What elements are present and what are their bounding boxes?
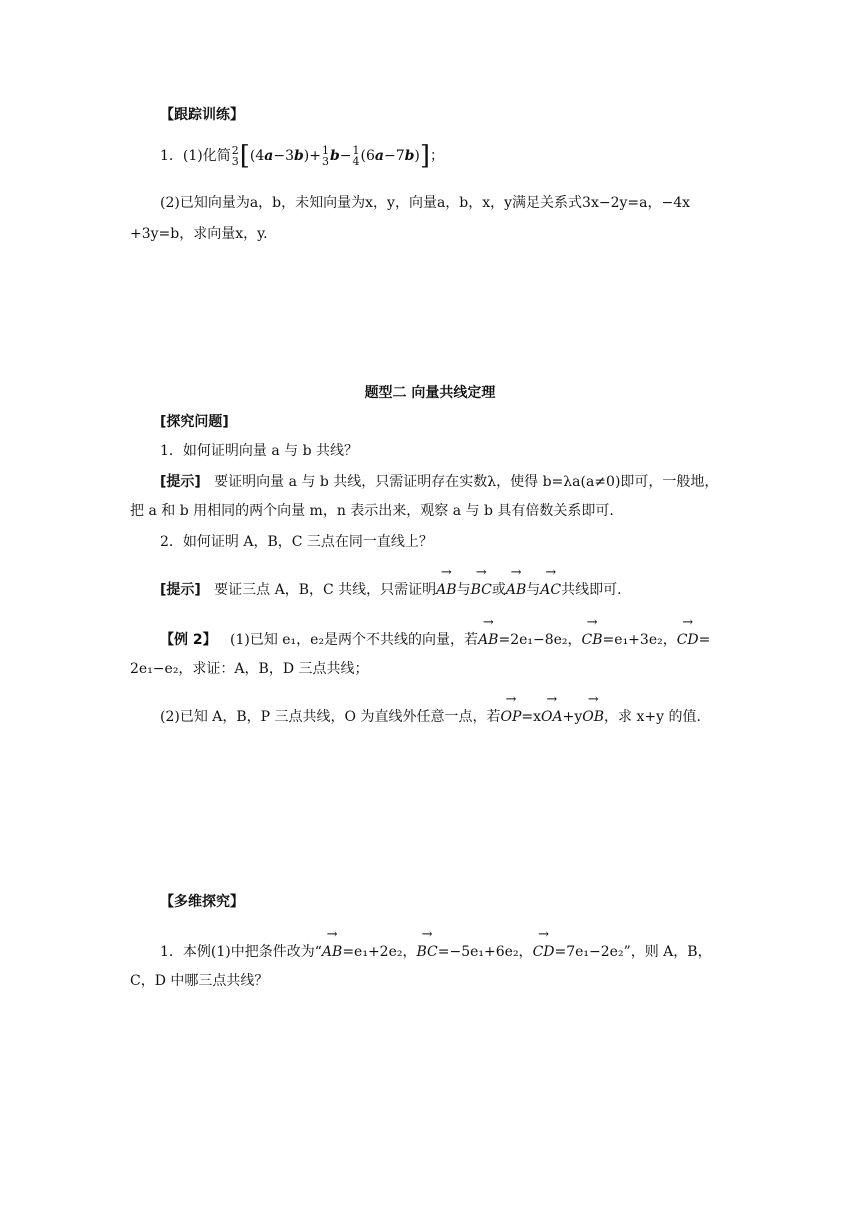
hint-label: [提示] bbox=[160, 582, 201, 598]
vector-BC: → BC bbox=[471, 581, 492, 599]
vector-CD: → CD bbox=[677, 631, 699, 649]
example-2-line-2: 2e₁−e₂，求证：A，B，D 三点共线； bbox=[130, 661, 369, 677]
q2-line-2: +3y=b，求向量x，y. bbox=[130, 226, 268, 242]
explore-question-2: 2．如何证明 A，B，C 三点在同一直线上？ bbox=[160, 534, 433, 550]
q1-simplify-line: 1．(1)化简 2 3 [(4a−3b)+ 1 3 b− 1 4 (6a−7b)]； bbox=[160, 141, 445, 171]
vector-AB: → AB bbox=[506, 581, 526, 599]
example-2-line-1: 【例 2】 (1)已知 e₁，e₂是两个不共线的向量，若→ AB=2e₁−8e₂，→ CB=e₁+3e₂，→ CD= bbox=[160, 631, 710, 649]
hint-1-line-2: 把 a 和 b 用相同的两个向量 m，n 表示出来，观察 a 与 b 具有倍数关系即可. bbox=[130, 503, 614, 519]
explore-heading: [探究问题] bbox=[160, 414, 229, 430]
fraction-one-third: 1 3 bbox=[322, 144, 329, 168]
right-bracket: ] bbox=[419, 141, 431, 171]
vector-OA: → OA bbox=[541, 708, 563, 726]
vector-BC: → BC bbox=[416, 943, 437, 961]
example-2-line-3: (2)已知 A，B，P 三点共线，O 为直线外任意一点，若→ OP=x→ OA+y→ OB，求 x+y 的值. bbox=[160, 708, 701, 726]
fraction-one-fourth: 1 4 bbox=[352, 144, 360, 168]
example-label: 【例 2】 bbox=[160, 632, 217, 648]
multi-explore-line-2: C，D 中哪三点共线？ bbox=[130, 973, 269, 989]
vector-AC: → AC bbox=[540, 581, 561, 599]
vector-OB: → OB bbox=[582, 708, 604, 726]
vector-CB: → CB bbox=[582, 631, 603, 649]
vector-CD: → CD bbox=[533, 943, 555, 961]
explore-question-1: 1．如何证明向量 a 与 b 共线？ bbox=[160, 443, 359, 459]
fraction-two-thirds: 2 3 bbox=[231, 144, 239, 168]
multi-explore-line-1: 1．本例(1)中把条件改为“→ AB=e₁+2e₂，→ BC=−5e₁+6e₂，→ CD=7e₁−2e₂”，则 A，B， bbox=[160, 943, 712, 961]
multi-explore-heading: 【多维探究】 bbox=[160, 894, 244, 910]
left-bracket: [ bbox=[239, 141, 250, 171]
hint-1-line-1: [提示] 要证明向量 a 与 b 共线，只需证明存在实数λ，使得 b=λa(a≠0)即可，一般地， bbox=[160, 474, 719, 490]
section-title: 题型二 向量共线定理 bbox=[364, 385, 496, 401]
vector-OP: → OP bbox=[500, 708, 521, 726]
vector-AB: → AB bbox=[478, 631, 498, 649]
hint-label: [提示] bbox=[160, 474, 201, 490]
tracking-practice-heading: 【跟踪训练】 bbox=[160, 107, 244, 123]
q1-prefix: 1．(1)化简 bbox=[160, 148, 231, 164]
q2-line-1: (2)已知向量为a，b，未知向量为x，y，向量a，b，x，y满足关系式3x−2y=a，−4x bbox=[160, 195, 691, 211]
vector-AB: → AB bbox=[322, 943, 342, 961]
hint-2-line: [提示] 要证三点 A，B，C 共线，只需证明→ AB与→ BC或→ AB与→ AC共线即可. bbox=[160, 581, 622, 599]
vector-AB: → AB bbox=[436, 581, 456, 599]
